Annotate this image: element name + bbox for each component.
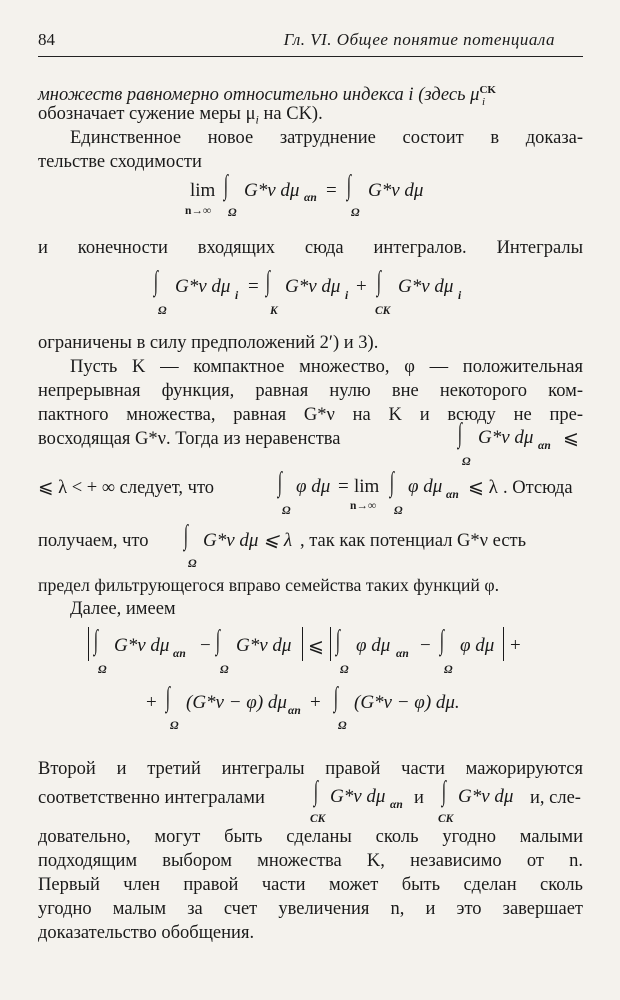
text-line-5: и конечности входящих сюда интегралов. Интегралы [38,238,583,258]
text-line-1: множеств равномерно относительно индекса i (здесь $\mu^{CK}_i$ [38,84,496,108]
text-line-21: доказательство обобщения. [38,923,255,943]
text-line-15: Второй и третий интегралы правой части мажорируются [38,759,583,779]
book-page: 84 Гл. VI. Общее понятие потенциала множеств равномерно относительно индекса i (здесь $\mu^{CK}_i$ обозначает сужение меры $\mu_i$ на CK). Единственное новое затруднение состоит в доказа- тельстве сходимости lim n→∞ ∫ Ω G*ν dμ αn = ∫ Ω G*ν dμ и конечности входящих сюда интегралов. Интегралы ∫ Ω G*ν dμ i = ∫ K G*ν dμ i + ∫ CK G*ν dμ i ограничены в силу предположений 2′) и 3). Пусть K — компактное множество, φ — положительная непрерывная функция, равная нулю вне некоторого ком- пактного множества, равная G*ν на K и всюду не пре- восходящая G*ν. Тогда из неравенства ∫ Ω G*ν dμ αn ⩽ ⩽ λ < + ∞ следует, что ∫ Ω φ dμ = lim n→∞ ∫ Ω φ dμ αn ⩽ λ . Отсюда получаем, что ∫ Ω G*ν dμ ⩽ λ , так как потенциал G*ν есть предел фильтрующегося вправо семейства таких функций φ. Далее, имеем ∫ Ω G*ν dμ αn − ∫ Ω G*ν dμ ⩽ ∫ Ω φ dμ αn − ∫ Ω φ dμ + + ∫ Ω (G*ν − φ) dμ αn + ∫ Ω (G*ν − φ) dμ. Второй и третий интегралы правой части мажорируются соответственно интегралами ∫ CK G*ν dμ αn и ∫ CK G*ν dμ и, сле- довательно, могут быть сделаны сколь угодно малыми подходящим выбором множества K, независимо от n. Первый член правой части может быть сделан сколь угодно малым за счет увеличения n, и это завершает доказательство обобщения. [38,30,583,943]
text-line-8: непрерывная функция, равная нулю вне некоторого ком- [38,381,583,401]
text-line-7: Пусть K — компактное множество, φ — положительная [70,357,583,377]
text-line-16: соответственно интегралами [38,788,265,808]
running-title: Гл. VI. Общее понятие потенциала [283,30,555,49]
text-line-13: предел фильтрующегося вправо семейства таких функций φ. [38,575,500,595]
integral-sign: ∫ [346,170,351,201]
text-line-4: тельстве сходимости [38,152,202,172]
text-line-11: ⩽ λ < + ∞ следует, что [38,478,215,498]
text-line-2: обозначает сужение меры $\mu_i$ на CK). [38,104,323,127]
text-line-18: подходящим выбором множества K, независимо от n. [38,851,583,871]
text-line-17: довательно, могут быть сделаны сколь угодно малыми [38,827,583,847]
integral-sign: ∫ [223,170,228,201]
text-line-9: пактного множества, равная G*ν на K и всюду не пре- [38,405,583,425]
text-line-3: Единственное новое затруднение состоит в доказа- [70,128,583,148]
page-number: 84 [38,30,55,49]
text-line-20: угодно малым за счет увеличения n, и это завершает [38,899,583,919]
page-header [38,30,583,57]
text-line-12: получаем, что [38,531,149,551]
text-line-6: ограничены в силу предположений 2′) и 3). [38,333,379,353]
text-line-14: Далее, имеем [70,599,176,619]
text-line-19: Первый член правой части может быть сделан сколь [38,875,583,895]
text-line-10: восходящая G*ν. Тогда из неравенства [38,429,341,449]
